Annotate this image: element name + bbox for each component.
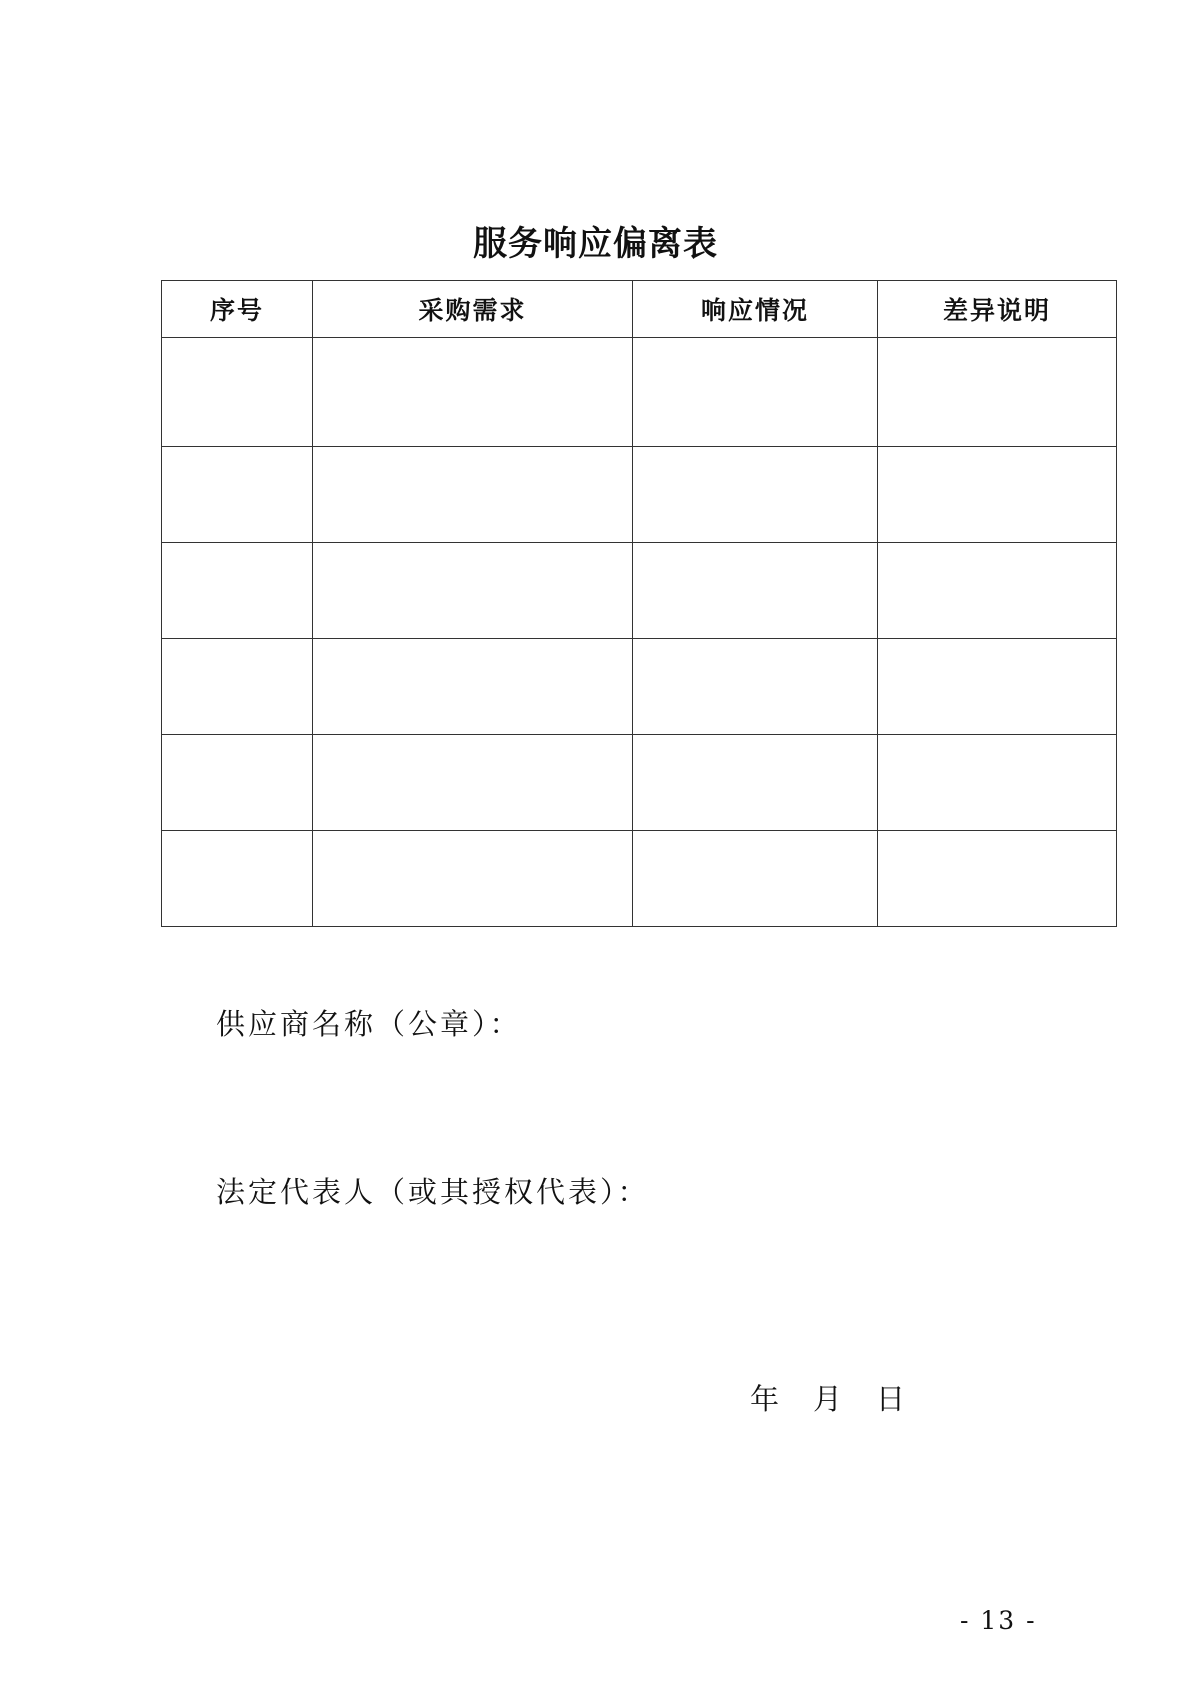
table-cell[interactable] (162, 831, 313, 927)
page-number: - 13 - (960, 1606, 1037, 1635)
table-cell[interactable] (633, 338, 878, 447)
page-title: 服务响应偏离表 (473, 224, 718, 264)
table-cell[interactable] (633, 447, 878, 543)
table-cell[interactable] (633, 831, 878, 927)
table-row (162, 831, 1117, 927)
table-cell[interactable] (162, 639, 313, 735)
table-cell[interactable] (878, 447, 1117, 543)
table-cell[interactable] (633, 543, 878, 639)
header-deviation-explanation: 差异说明 (878, 281, 1117, 338)
date-day-label: 日 (876, 1382, 906, 1416)
legal-representative-label: 法定代表人（或其授权代表）： (216, 1175, 650, 1209)
table-cell[interactable] (313, 543, 633, 639)
deviation-table (161, 280, 1117, 927)
table-cell[interactable] (313, 639, 633, 735)
table-cell[interactable] (162, 447, 313, 543)
table-cell[interactable] (313, 447, 633, 543)
table-row (162, 543, 1117, 639)
table-cell[interactable] (633, 639, 878, 735)
date-year-label: 年 (750, 1382, 780, 1416)
table-row (162, 735, 1117, 831)
table-cell[interactable] (878, 639, 1117, 735)
table-cell[interactable] (878, 735, 1117, 831)
table-cell[interactable] (313, 735, 633, 831)
signature-date (750, 1377, 905, 1418)
table-cell[interactable] (633, 735, 878, 831)
table-cell[interactable] (162, 735, 313, 831)
table-cell[interactable] (313, 831, 633, 927)
date-month-label: 月 (813, 1382, 843, 1416)
table-header-row (162, 281, 1117, 338)
table-row (162, 338, 1117, 447)
supplier-name-label: 供应商名称（公章）： (216, 1007, 522, 1041)
table-cell[interactable] (878, 338, 1117, 447)
header-response-status: 响应情况 (633, 281, 878, 338)
table-cell[interactable] (162, 338, 313, 447)
table-cell[interactable] (162, 543, 313, 639)
table-cell[interactable] (878, 543, 1117, 639)
table-cell[interactable] (313, 338, 633, 447)
table-row (162, 447, 1117, 543)
header-procurement-requirement: 采购需求 (313, 281, 633, 338)
header-serial-number: 序号 (162, 281, 313, 338)
table-row (162, 639, 1117, 735)
table-cell[interactable] (878, 831, 1117, 927)
